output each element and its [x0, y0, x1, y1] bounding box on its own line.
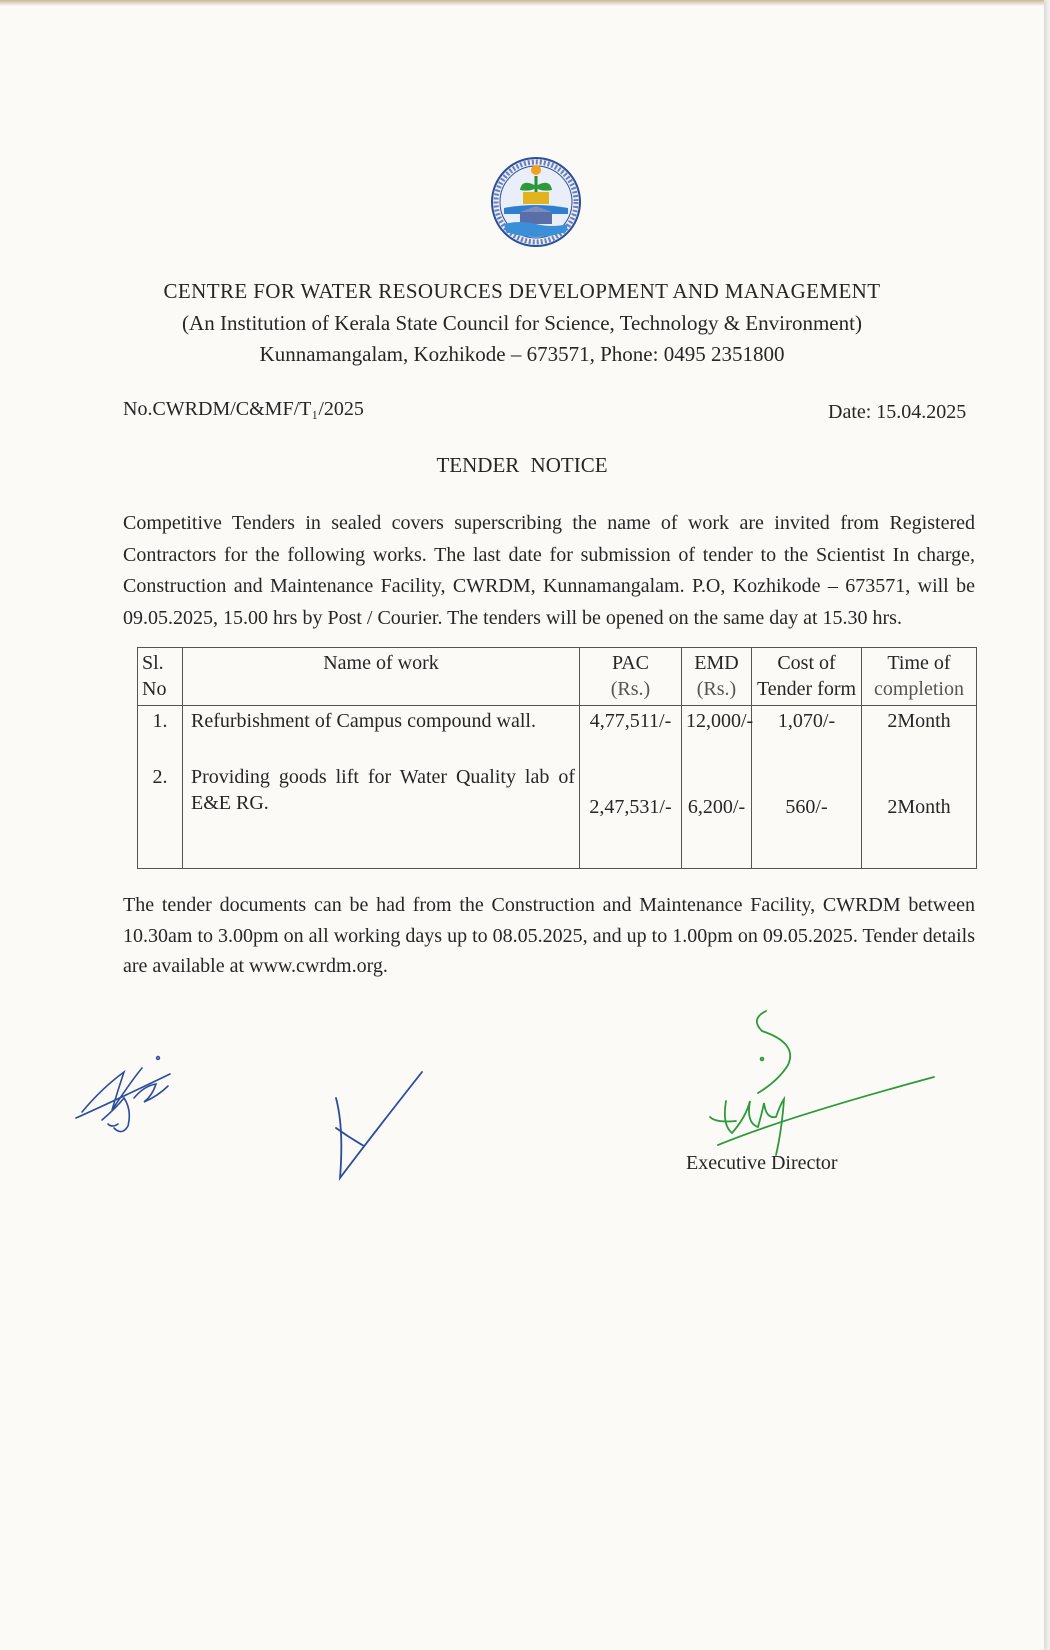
header-line1: Sl.	[142, 652, 164, 674]
header-name-of-work	[183, 648, 580, 706]
header-line2: (Rs.)	[696, 678, 737, 700]
header-line1: Name of work	[323, 652, 439, 674]
header-line2: Tender form	[756, 678, 857, 700]
organization-address: Kunnamangalam, Kozhikode – 673571, Phone: 0495 2351800	[259, 342, 785, 366]
intro-paragraph: Competitive Tenders in sealed covers superscribing the name of work are invited from Registered Contractors for the following works. The last date for submission of tender to the Scientist In charge, Construction and Maintenance Facility, CWRDM, Kunnamangalam. P.O, Kozhikode – 673571, will be 09.05.2025, 15.00 hrs by Post / Courier. The tenders will be opened on the same day at 15.30 hrs.	[123, 512, 975, 629]
cell-sl: 1.	[138, 706, 183, 763]
header-line1: EMD	[694, 652, 739, 674]
table-row	[138, 706, 977, 763]
table-header-row	[138, 648, 977, 706]
cell-work: Providing goods lift for Water Quality lab of E&E RG.	[183, 762, 580, 869]
cell-time: 2Month	[862, 706, 977, 763]
cell-work: Refurbishment of Campus compound wall.	[183, 706, 580, 763]
signatory-title: Executive Director	[686, 1152, 838, 1174]
initials-signature-icon	[72, 1050, 192, 1142]
header-emd	[682, 648, 752, 706]
paper-edge	[0, 0, 1044, 6]
table-row	[138, 762, 977, 869]
cell-cost: 560/-	[752, 762, 862, 869]
header-sl-no	[138, 648, 183, 706]
header-line2: completion	[874, 678, 964, 700]
header-line1: Time of	[887, 652, 951, 674]
header-line2: (Rs.)	[610, 678, 651, 700]
cell-sl: 2.	[138, 762, 183, 869]
notice-date: Date: 15.04.2025	[828, 401, 967, 423]
cell-pac: 4,77,511/-	[580, 706, 682, 763]
notice-title: TENDER NOTICE	[436, 453, 608, 477]
closing-paragraph: The tender documents can be had from the Construction and Maintenance Facility, CWRDM between 10.30am to 3.00pm on all working days up to 08.05.2025, and up to 1.00pm on 09.05.2025. Tender details are available at www.cwrdm.org.	[123, 894, 975, 977]
cell-pac: 2,47,531/-	[580, 762, 682, 869]
cell-cost: 1,070/-	[752, 706, 862, 763]
cell-emd: 6,200/-	[682, 762, 752, 869]
cwrdm-emblem-icon	[490, 152, 582, 252]
director-signature-icon	[706, 1005, 946, 1175]
works-table	[137, 647, 977, 869]
header-line2: No	[142, 678, 167, 700]
header-line1: PAC	[611, 652, 650, 674]
tick-mark-icon	[330, 1068, 430, 1188]
header-pac	[580, 648, 682, 706]
reference-number: No.CWRDM/C&MF/T₁/2025	[123, 398, 364, 420]
header-cost-of-tender-form	[752, 648, 862, 706]
organization-parent: (An Institution of Kerala State Council for Science, Technology & Environment)	[182, 311, 862, 335]
organization-name: CENTRE FOR WATER RESOURCES DEVELOPMENT AND MANAGEMENT	[163, 279, 881, 303]
header-time-of-completion	[862, 648, 977, 706]
header-line1: Cost of	[777, 652, 836, 674]
cell-emd: 12,000/-	[682, 706, 752, 763]
cell-time: 2Month	[862, 762, 977, 869]
